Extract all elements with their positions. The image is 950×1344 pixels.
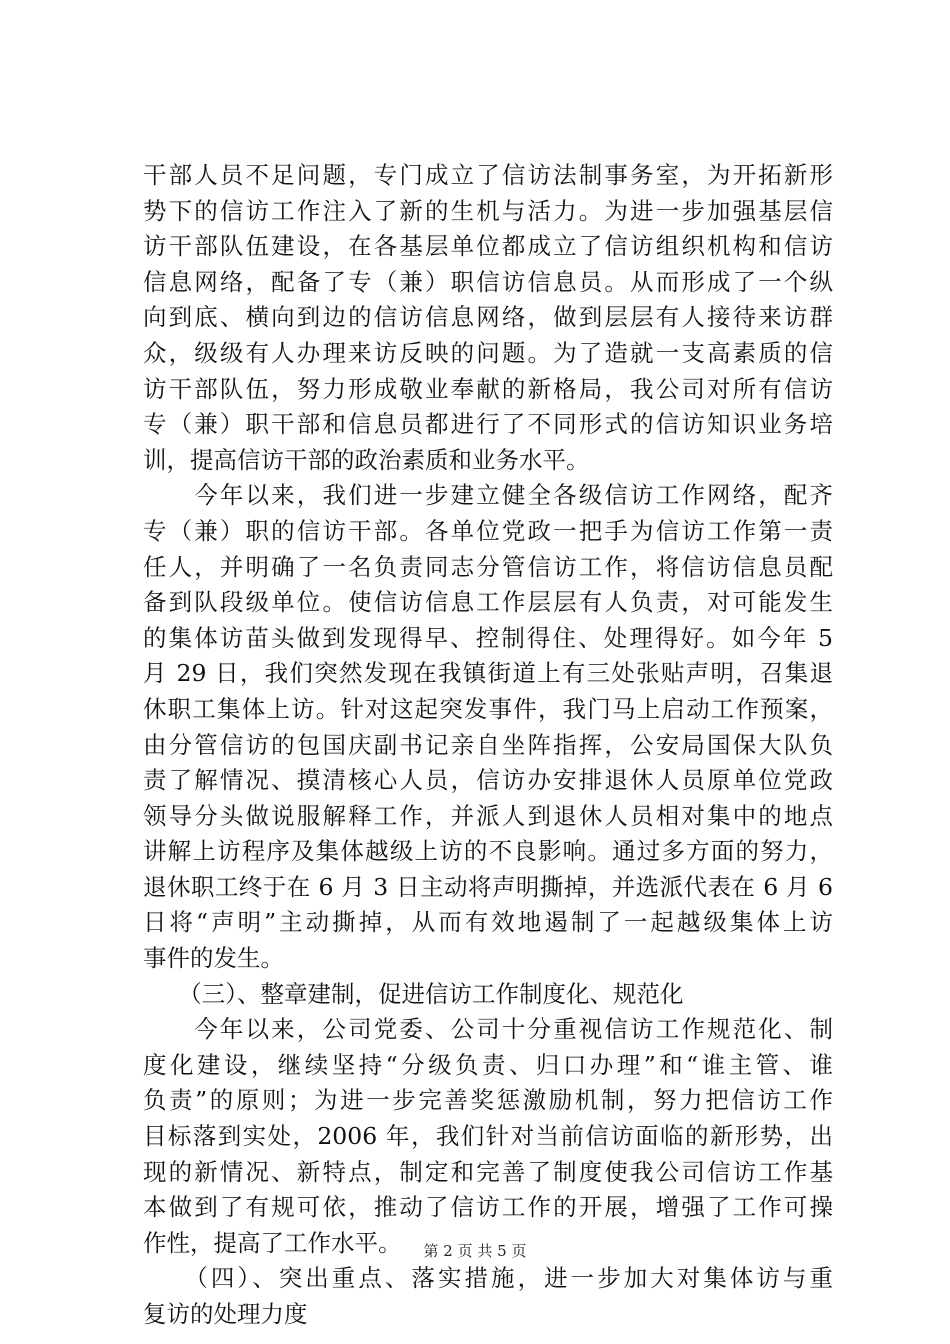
text-line: 访干部队伍，努力形成敬业奉献的新格局，我公司对所有信访 bbox=[143, 374, 833, 403]
text-line: 备到队段级单位。使信访信息工作层层有人负责，对可能发生 bbox=[143, 588, 833, 617]
page-footer: 第 2 页 共 5 页 bbox=[423, 1242, 527, 1260]
document-body bbox=[143, 158, 833, 1333]
text-line: 复访的处理力度 bbox=[143, 1300, 308, 1328]
text-line: 专（兼）职干部和信息员都进行了不同形式的信访知识业务培 bbox=[143, 410, 833, 439]
text-line: 退休职工终于在 6 月 3 日主动将声明撕掉，并选派代表在 6 月 6 bbox=[143, 872, 833, 901]
text-line: 领导分头做说服解释工作，并派人到退休人员相对集中的地点 bbox=[143, 801, 833, 830]
text-line: 访干部队伍建设，在各基层单位都成立了信访组织机构和信访 bbox=[143, 232, 833, 261]
text-line: 责了解情况、摸清核心人员，信访办安排退休人员原单位党政 bbox=[143, 766, 833, 795]
text-line: 势下的信访工作注入了新的生机与活力。为进一步加强基层信 bbox=[143, 196, 833, 225]
text-line: 事件的发生。 bbox=[143, 944, 284, 973]
text-line: 任人，并明确了一名负责同志分管信访工作，将信访信息员配 bbox=[143, 552, 833, 581]
text-line: 负责”的原则；为进一步完善奖惩激励机制，努力把信访工作 bbox=[143, 1086, 833, 1115]
text-line: 月 29 日，我们突然发现在我镇街道上有三处张贴声明，召集退 bbox=[143, 659, 833, 688]
text-line: 作性，提高了工作水平。 bbox=[143, 1228, 402, 1257]
text-line: 日将“声明”主动撕掉，从而有效地遏制了一起越级集体上访 bbox=[143, 908, 833, 937]
text-line: 干部人员不足问题，专门成立了信访法制事务室，为开拓新形 bbox=[143, 161, 833, 189]
text-line: 度化建设，继续坚持“分级负责、归口办理”和“谁主管、谁 bbox=[143, 1050, 833, 1079]
text-line: 的集体访苗头做到发现得早、控制得住、处理得好。如今年 5 bbox=[143, 623, 833, 652]
text-line: （四）、突出重点、落实措施，进一步加大对集体访与重 bbox=[143, 1264, 833, 1293]
text-line: 休职工集体上访。针对这起突发事件，我门马上启动工作预案， bbox=[143, 694, 833, 723]
text-line: 本做到了有规可依，推动了信访工作的开展，增强了工作可操 bbox=[143, 1193, 833, 1222]
text-line: 讲解上访程序及集体越级上访的不良影响。通过多方面的努力， bbox=[143, 837, 833, 866]
text-line: 今年以来，公司党委、公司十分重视信访工作规范化、制 bbox=[143, 1015, 833, 1044]
text-line: 训，提高信访干部的政治素质和业务水平。 bbox=[143, 445, 590, 474]
text-line: 众，级级有人办理来访反映的问题。为了造就一支高素质的信 bbox=[143, 338, 833, 367]
text-line: 由分管信访的包国庆副书记亲自坐阵指挥，公安局国保大队负 bbox=[143, 730, 833, 759]
text-line: 今年以来，我们进一步建立健全各级信访工作网络，配齐 bbox=[143, 481, 833, 510]
text-line: 信息网络，配备了专（兼）职信访信息员。从而形成了一个纵 bbox=[143, 267, 833, 296]
text-line: 现的新情况、新特点，制定和完善了制度使我公司信访工作基 bbox=[143, 1157, 833, 1186]
text-line: 向到底、横向到边的信访信息网络，做到层层有人接待来访群 bbox=[143, 303, 833, 332]
text-line: 目标落到实处，2006 年，我们针对当前信访面临的新形势，出 bbox=[143, 1122, 833, 1151]
text-line: 专（兼）职的信访干部。各单位党政一把手为信访工作第一责 bbox=[143, 516, 833, 545]
text-line: （三）、整章建制，促进信访工作制度化、规范化 bbox=[143, 979, 684, 1008]
